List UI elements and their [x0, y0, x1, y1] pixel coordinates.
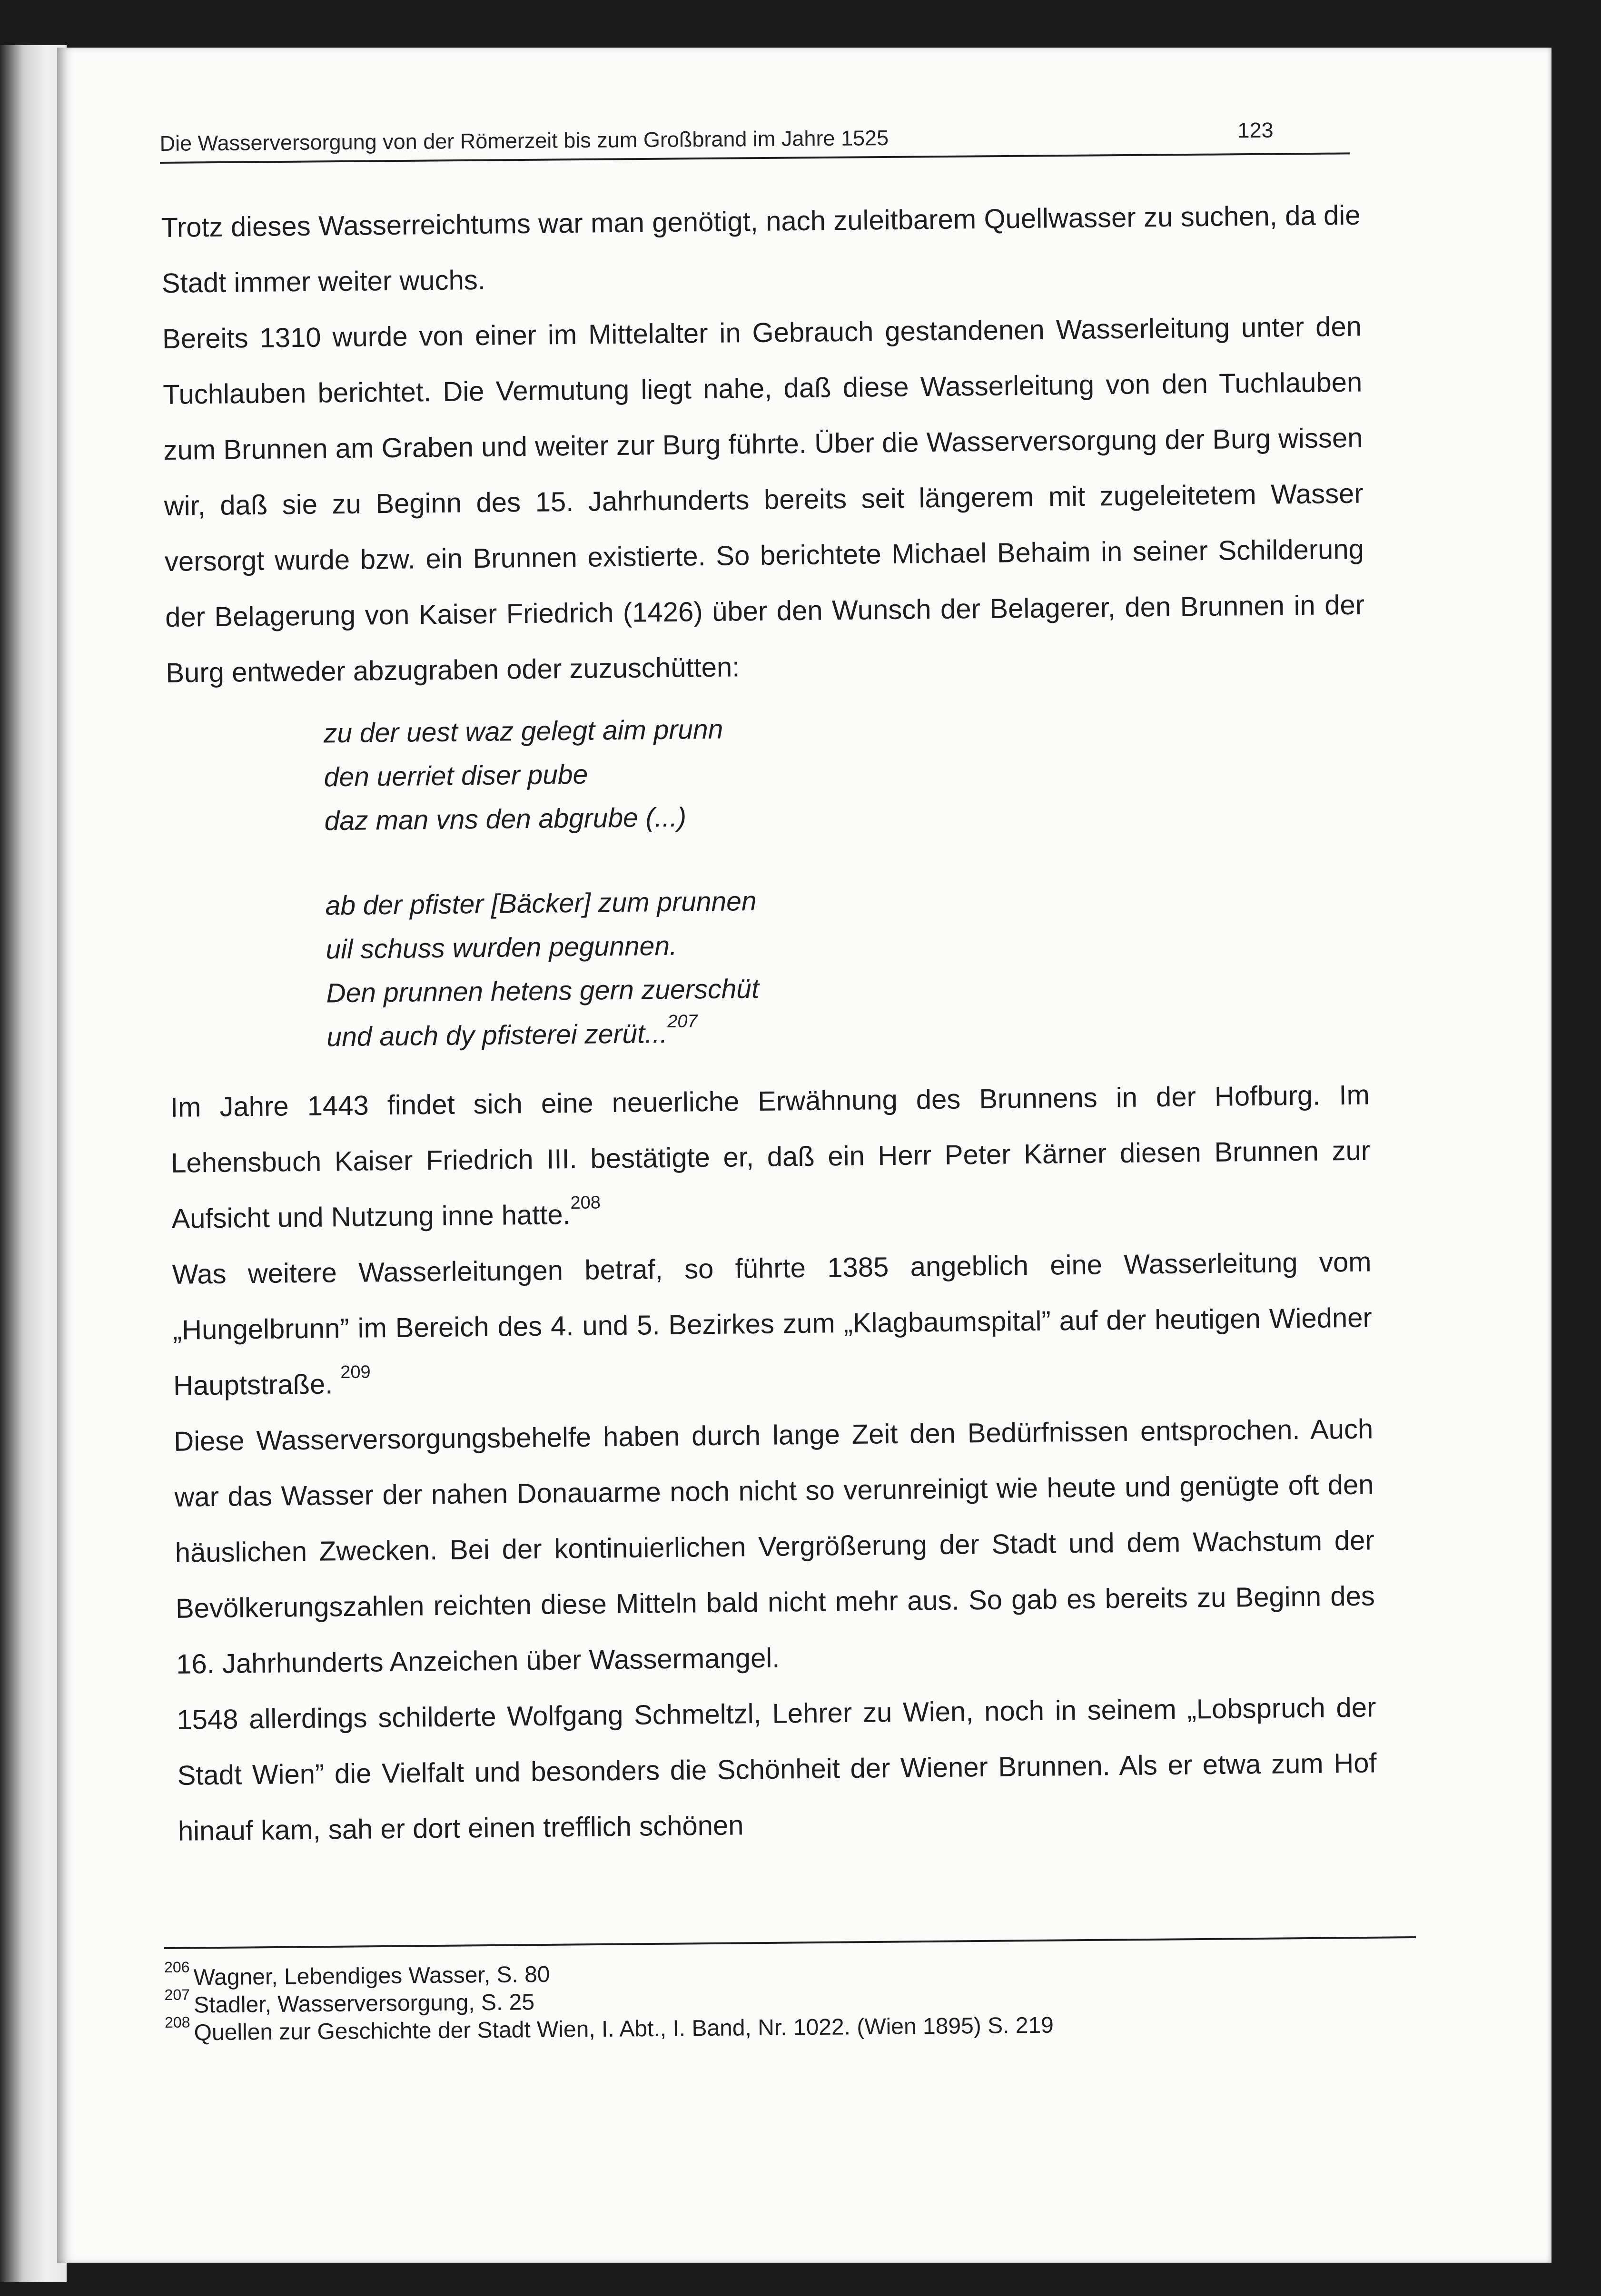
footnote-ref-208[interactable]: 208 [570, 1192, 601, 1213]
header-title: Die Wasserversorgung von der Römerzeit bis zum Großbrand im Jahre 1525 [159, 125, 889, 156]
verse-line: daz man vns den abgrube (...) [324, 802, 687, 837]
footnotes [164, 1953, 1416, 2047]
footnote-number: 207 [164, 1986, 190, 2003]
footnote-number: 206 [164, 1958, 190, 1976]
verse-line: ab der pfister [Bäcker] zum prunnen [325, 886, 757, 921]
main-text [161, 187, 1377, 1859]
paragraph-5: Diese Wasserversorgungsbehelfe haben durch lange Zeit den Bedürfnissen entsprochen. Auch war das Wasser der nahen Donauarme noch nicht so verunreinigt wie heute und genügte oft den häuslichen Zwecken. Bei der kontinuierlichen Vergrößerung der Stadt und dem Wachstum der Bevölkerungszahlen reichten diese Mitteln bald nicht mehr aus. So gab es bereits zu Beginn des 16. Jahrhunderts Anzeichen über Wassermangel. [173, 1413, 1375, 1680]
verse-quotation [166, 701, 1369, 1061]
footnote-text: Wagner, Lebendiges Wasser, S. 80 [193, 1961, 550, 1991]
verse-line: uil schuss wurden pegunnen. [326, 930, 678, 965]
footnote-text: Stadler, Wasserversorgung, S. 25 [193, 1990, 535, 2018]
verse-line: den uerriet diser pube [324, 759, 588, 793]
verse-line: zu der uest waz gelegt aim prunn [323, 714, 723, 749]
book-spine-edge [0, 45, 67, 2282]
paragraph-4-text: Was weitere Wasserleitungen betraf, so führte 1385 angeblich eine Wasserleitung vom „Hungelbrunn” im Bereich des 4. und 5. Bezirkes zum „Klagbaumspital” auf der heutigen Wiedner Hauptstraße. [172, 1246, 1373, 1401]
verse-line-text: und auch dy pfisterei zerüt... [326, 1018, 668, 1053]
paragraph-1: Trotz dieses Wasserreichtums war man genötigt, nach zuleitbarem Quellwasser zu suchen, da die Stadt immer weiter wuchs. [161, 199, 1361, 299]
footnote-text: Quellen zur Geschichte der Stadt Wien, I. Abt., I. Band, Nr. 1022. (Wien 1895) S. 219 [194, 2012, 1054, 2046]
footnote-ref-209[interactable]: 209 [340, 1362, 371, 1382]
paragraph-3 [170, 1067, 1371, 1247]
paragraph-4 [172, 1234, 1373, 1413]
page-number: 123 [1237, 118, 1274, 143]
running-header [159, 100, 1350, 164]
paragraph-3-text: Im Jahre 1443 findet sich eine neuerliche Erwähnung des Brunnens in der Hofburg. Im Lehensbuch Kaiser Friedrich III. bestätigte er, daß ein Herr Peter Kärner diesen Brunnen zur Aufsicht und Nutzung inne hatte. [170, 1079, 1371, 1234]
verse-line: Den prunnen hetens gern zuerschüt [326, 973, 760, 1009]
paragraph-2: Bereits 1310 wurde von einer im Mittelalter in Gebrauch gestandenen Wasserleitung unter den Tuchlauben berichtet. Die Vermutung liegt nahe, daß diese Wasserleitung von den Tuchlauben zum Brunnen am Graben und weiter zur Burg führte. Über die Wasserversorgung der Burg wissen wir, daß sie zu Beginn des 15. Jahrhunderts bereits seit längerem mit zugeleitetem Wasser versorgt wurde bzw. ein Brunnen existierte. So berichtete Michael Behaim in seiner Schilderung der Belagerung von Kaiser Friedrich (1426) über den Wunsch der Belagerer, den Brunnen in der Burg entweder abzugraben oder zuzuschütten: [162, 311, 1365, 689]
footnote-ref-207[interactable]: 207 [667, 1011, 698, 1032]
paragraph-6: 1548 allerdings schilderte Wolfgang Schmeltzl, Lehrer zu Wien, noch in seinem „Lobspruch der Stadt Wien” die Vielfalt und besonders die Schönheit der Wiener Brunnen. Als er etwa zum Hof hinauf kam, sah er dort einen trefflich schönen [177, 1692, 1377, 1847]
footnote-number: 208 [164, 2013, 190, 2031]
